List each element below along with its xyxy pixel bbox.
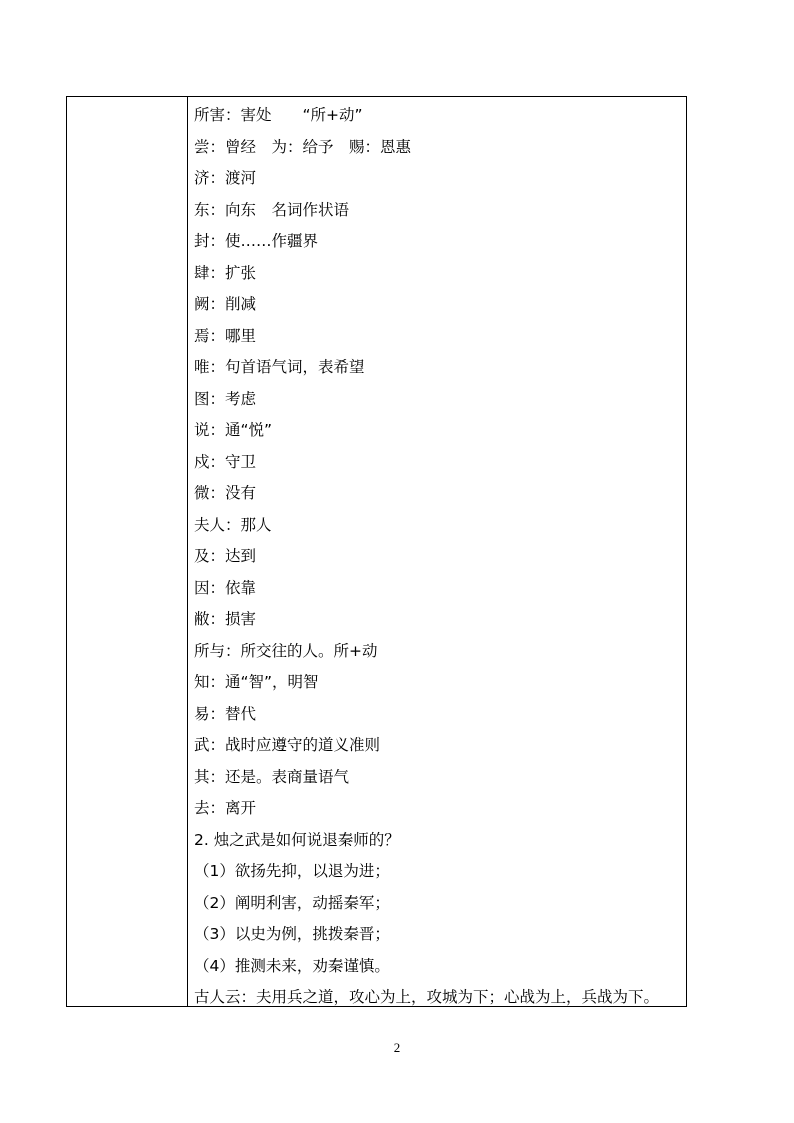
note-line: 唯：句首语气词，表希望 — [194, 358, 365, 376]
note-line: 图：考虑 — [194, 389, 257, 408]
note-line: 所与：所交往的人。所+动 — [194, 641, 378, 660]
answer-line: （3）以史为例，挑拨秦晋； — [194, 925, 390, 943]
note-line: 微：没有 — [194, 484, 257, 502]
answer-line: （1）欲扬先抑，以退为进； — [194, 862, 390, 880]
note-line: 因：依靠 — [194, 578, 257, 597]
note-line: 戍：守卫 — [194, 452, 257, 471]
note-line: 东：向东 名词作状语 — [194, 200, 350, 219]
notes-table — [66, 96, 687, 1007]
note-line: 易：替代 — [194, 704, 257, 723]
note-line: 去：离开 — [194, 799, 257, 817]
note-line: 焉：哪里 — [194, 326, 257, 345]
note-line: 所害：害处 “所+动” — [194, 106, 363, 124]
page-number: 2 — [393, 1040, 401, 1055]
note-line: 知：通“智”，明智 — [194, 673, 319, 691]
note-line: 阙：削减 — [194, 295, 257, 313]
note-line: 敝：损害 — [194, 610, 257, 628]
note-line: 武：战时应遵守的道义准则 — [194, 736, 381, 754]
quote-line: 古人云：夫用兵之道，攻心为上，攻城为下；心战为上，兵战为下。 — [194, 988, 660, 1006]
note-line: 济：渡河 — [194, 169, 257, 187]
note-line: 说：通“悦” — [194, 421, 273, 439]
note-line: 其：还是。表商量语气 — [194, 767, 350, 786]
answer-line: （4）推测未来，劝秦谨慎。 — [194, 956, 390, 975]
column-divider — [187, 97, 188, 1006]
notes-content — [194, 100, 682, 1014]
question-heading: 2. 烛之武是如何说退秦师的？ — [194, 830, 400, 849]
note-line: 夫人：那人 — [194, 515, 272, 534]
note-line: 及：达到 — [194, 547, 257, 565]
note-line: 肆：扩张 — [194, 263, 257, 282]
answer-line: （2）阐明利害，动摇秦军； — [194, 893, 390, 912]
note-line: 封：使……作疆界 — [194, 232, 319, 250]
left-empty-cell — [67, 97, 187, 1006]
note-line: 尝：曾经 为：给予 赐：恩惠 — [194, 137, 412, 156]
